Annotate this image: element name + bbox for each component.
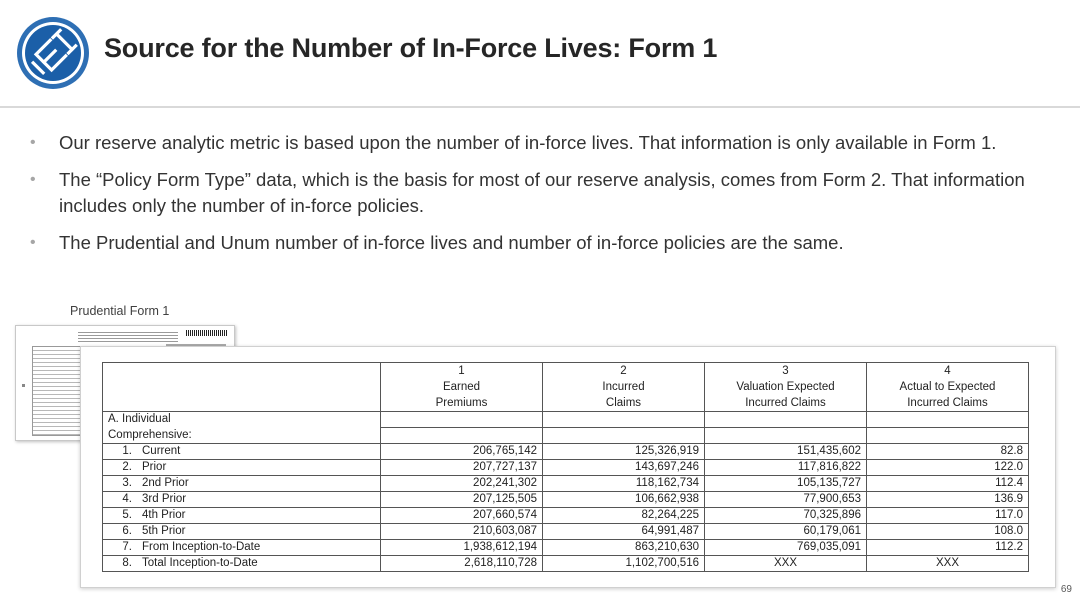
- table-cell: 60,179,061: [705, 524, 867, 540]
- table-cell: 82.8: [867, 444, 1029, 460]
- table-cell: XXX: [705, 556, 867, 572]
- thumbnail-mark: [22, 384, 25, 387]
- form1-table: [102, 362, 1029, 572]
- table-cell: 77,900,653: [705, 492, 867, 508]
- table-cell: 202,241,302: [381, 476, 543, 492]
- table-row: [103, 460, 1029, 476]
- bullet-dot-icon: •: [30, 234, 36, 251]
- column-header: 2 Incurred Claims: [543, 363, 705, 412]
- page-number: 69: [1060, 584, 1072, 595]
- table-cell: 122.0: [867, 460, 1029, 476]
- bullet-list: [30, 130, 1040, 267]
- page-title: Source for the Number of In-Force Lives: Form 1: [104, 33, 718, 63]
- table-row: [103, 492, 1029, 508]
- table-cell: 143,697,246: [543, 460, 705, 476]
- row-label: 1. Current: [103, 444, 381, 460]
- row-label: 5. 4th Prior: [103, 508, 381, 524]
- table-cell: 117,816,822: [705, 460, 867, 476]
- table-row: [103, 556, 1029, 572]
- header-divider: [0, 106, 1080, 108]
- table-cell: 1,938,612,194: [381, 540, 543, 556]
- table-cell: 112.2: [867, 540, 1029, 556]
- table-cell: 863,210,630: [543, 540, 705, 556]
- table-row: [103, 476, 1029, 492]
- table-row: [103, 444, 1029, 460]
- section-label: A. Individual: [103, 412, 381, 428]
- row-label: 6. 5th Prior: [103, 524, 381, 540]
- table-cell: 125,326,919: [543, 444, 705, 460]
- column-header: 3 Valuation Expected Incurred Claims: [705, 363, 867, 412]
- table-cell: 206,765,142: [381, 444, 543, 460]
- row-label: 7. From Inception-to-Date: [103, 540, 381, 556]
- table-row: [103, 508, 1029, 524]
- table-cell: 118,162,734: [543, 476, 705, 492]
- table-cell: 64,991,487: [543, 524, 705, 540]
- table-cell: 112.4: [867, 476, 1029, 492]
- bullet-item: • The “Policy Form Type” data, which is the basis for most of our reserve analysis, comes from Form 2. That information includes only the number of in-force policies.: [30, 169, 1025, 216]
- table-cell: 151,435,602: [705, 444, 867, 460]
- table-header-row: [103, 363, 1029, 412]
- table-cell: 210,603,087: [381, 524, 543, 540]
- table-row: [103, 524, 1029, 540]
- table-cell: 106,662,938: [543, 492, 705, 508]
- table-cell: 207,660,574: [381, 508, 543, 524]
- bullet-dot-icon: •: [30, 134, 36, 151]
- thumbnail-header-lines: [78, 330, 178, 344]
- table-cell: 207,125,505: [381, 492, 543, 508]
- header-blank-cell: [103, 363, 381, 412]
- table-cell: 1,102,700,516: [543, 556, 705, 572]
- section-row: [103, 412, 1029, 428]
- row-label: 8. Total Inception-to-Date: [103, 556, 381, 572]
- company-logo-icon: [16, 16, 90, 90]
- table-cell: 117.0: [867, 508, 1029, 524]
- bullet-dot-icon: •: [30, 171, 36, 188]
- table-cell: 136.9: [867, 492, 1029, 508]
- table-cell: 207,727,137: [381, 460, 543, 476]
- table-cell: XXX: [867, 556, 1029, 572]
- table-row: [103, 540, 1029, 556]
- bullet-item: • Our reserve analytic metric is based upon the number of in-force lives. That information is only available in Form 1.: [30, 130, 1040, 156]
- bullet-item: • The Prudential and Unum number of in-force lives and number of in-force policies are the same.: [30, 230, 1040, 256]
- table-cell: 108.0: [867, 524, 1029, 540]
- row-label: 3. 2nd Prior: [103, 476, 381, 492]
- column-header: 4 Actual to Expected Incurred Claims: [867, 363, 1029, 412]
- column-header: 1 Earned Premiums: [381, 363, 543, 412]
- table-cell: 105,135,727: [705, 476, 867, 492]
- row-label: 2. Prior: [103, 460, 381, 476]
- subsection-row: [103, 428, 1029, 444]
- subsection-label: Comprehensive:: [103, 428, 381, 444]
- table-cell: 70,325,896: [705, 508, 867, 524]
- form-caption: Prudential Form 1: [70, 304, 170, 318]
- table-cell: 769,035,091: [705, 540, 867, 556]
- table-cell: 2,618,110,728: [381, 556, 543, 572]
- row-label: 4. 3rd Prior: [103, 492, 381, 508]
- barcode-icon: [186, 330, 228, 336]
- table-cell: 82,264,225: [543, 508, 705, 524]
